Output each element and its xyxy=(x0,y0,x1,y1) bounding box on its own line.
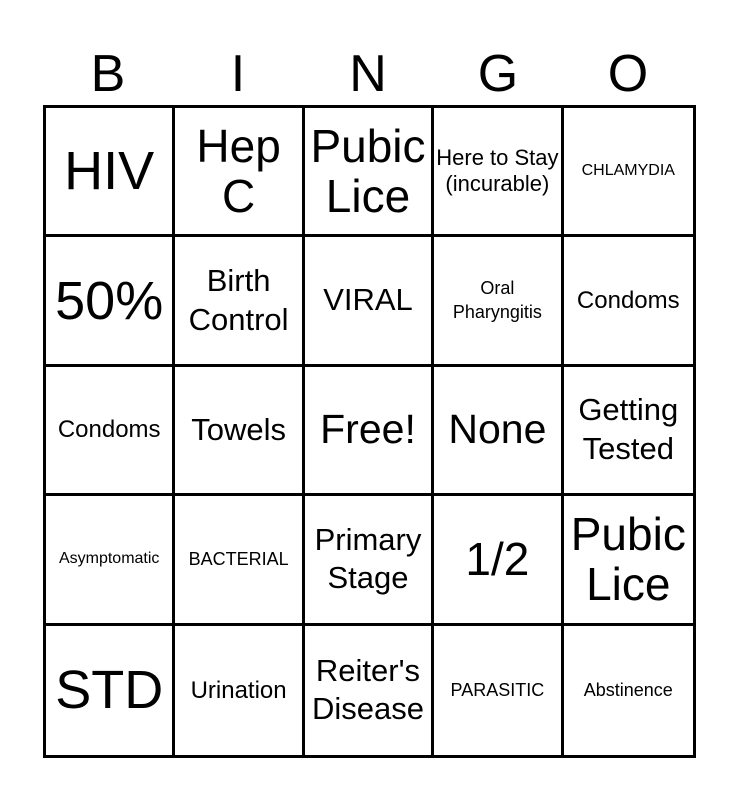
bingo-cell-r3-c5[interactable] xyxy=(564,367,693,496)
cell-label: Oral Pharyngitis xyxy=(452,278,542,322)
header-letter-i: I xyxy=(230,45,246,103)
cell-label: Here to Stay (incurable) xyxy=(436,144,559,197)
bingo-cell-r5-c1[interactable] xyxy=(46,626,175,755)
bingo-cell-r2-c2[interactable] xyxy=(175,237,304,366)
cell-label: Abstinence xyxy=(583,679,673,700)
cell-label: 1/2 xyxy=(465,533,530,586)
cell-label: Getting Tested xyxy=(578,392,679,466)
cell-label: Condoms xyxy=(576,287,680,314)
bingo-cell-r5-c2[interactable] xyxy=(175,626,304,755)
cell-label: Pubic Lice xyxy=(570,507,686,611)
cell-label: Reiter's Disease xyxy=(311,652,424,727)
cell-label: 50% xyxy=(55,270,164,331)
header-letter-g: G xyxy=(477,45,519,103)
cell-label: Urination xyxy=(190,676,287,704)
cell-label: Towels xyxy=(191,411,286,447)
bingo-cell-r1-c5[interactable] xyxy=(564,108,693,237)
cell-label: Asymptomatic xyxy=(58,549,160,567)
cell-label: HIV xyxy=(64,141,155,202)
bingo-cell-r2-c4[interactable] xyxy=(434,237,563,366)
bingo-cell-r3-c3-free[interactable] xyxy=(305,367,434,496)
bingo-cell-r1-c4[interactable] xyxy=(434,108,563,237)
bingo-header xyxy=(43,44,693,104)
header-letter-b: B xyxy=(90,45,126,103)
bingo-cell-r3-c4[interactable] xyxy=(434,367,563,496)
bingo-cell-r4-c4[interactable] xyxy=(434,496,563,625)
cell-label: Hep C xyxy=(196,119,281,223)
bingo-cell-r2-c3[interactable] xyxy=(305,237,434,366)
bingo-cell-r4-c2[interactable] xyxy=(175,496,304,625)
bingo-cell-r5-c4[interactable] xyxy=(434,626,563,755)
cell-label: Primary Stage xyxy=(314,521,422,596)
bingo-cell-r3-c1[interactable] xyxy=(46,367,175,496)
bingo-cell-r2-c1[interactable] xyxy=(46,237,175,366)
bingo-cell-r5-c5[interactable] xyxy=(564,626,693,755)
cell-label: STD xyxy=(55,660,164,721)
bingo-cell-r2-c5[interactable] xyxy=(564,237,693,366)
cell-label: Condoms xyxy=(57,416,161,444)
header-letter-n: N xyxy=(349,45,387,103)
bingo-cell-r4-c5[interactable] xyxy=(564,496,693,625)
cell-label: BACTERIAL xyxy=(188,548,289,569)
cell-label: None xyxy=(448,406,547,453)
bingo-cell-r1-c1[interactable] xyxy=(46,108,175,237)
cell-label: VIRAL xyxy=(323,282,413,318)
bingo-cell-r1-c2[interactable] xyxy=(175,108,304,237)
cell-label: PARASITIC xyxy=(450,679,545,700)
header-letter-o: O xyxy=(607,45,649,103)
cell-label: Birth Control xyxy=(188,262,289,337)
cell-label: CHLAMYDIA xyxy=(581,161,675,179)
bingo-cell-r1-c3[interactable] xyxy=(305,108,434,237)
bingo-cell-r4-c3[interactable] xyxy=(305,496,434,625)
bingo-board xyxy=(43,105,696,758)
bingo-cell-r5-c3[interactable] xyxy=(305,626,434,755)
bingo-cell-r3-c2[interactable] xyxy=(175,367,304,496)
free-space-label: Free! xyxy=(320,406,416,453)
bingo-cell-r4-c1[interactable] xyxy=(46,496,175,625)
cell-label: Pubic Lice xyxy=(310,119,426,223)
